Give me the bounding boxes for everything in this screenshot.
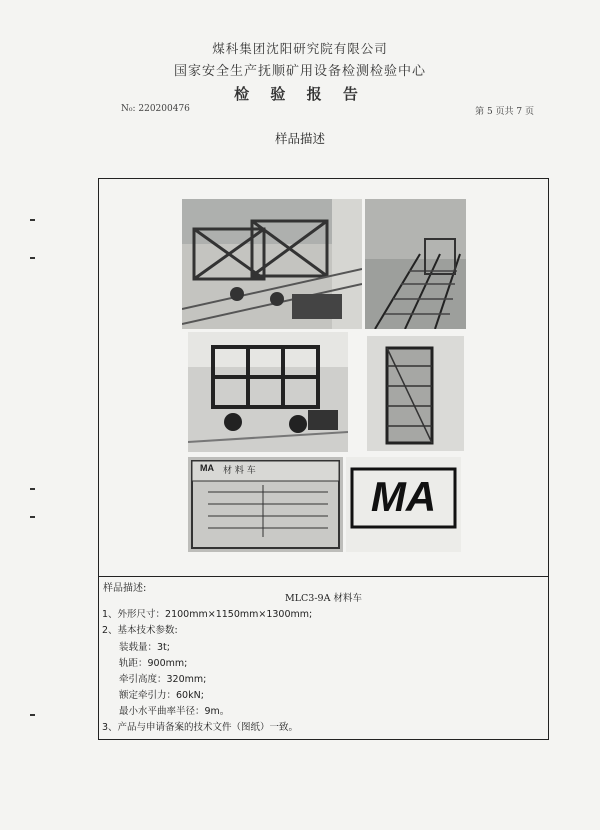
ma-logo: MA	[370, 473, 437, 520]
margin-mark	[30, 488, 35, 490]
organization-name: 煤科集团沈阳研究院有限公司	[212, 41, 388, 56]
nameplate-logo: MA	[200, 463, 214, 473]
description-section	[99, 577, 548, 739]
photo-carts-overview	[182, 199, 362, 329]
margin-mark	[30, 714, 35, 716]
product-model: MLC3-9A 材料车	[285, 593, 362, 604]
description-item: 装载量：3t;	[119, 642, 170, 653]
page-indicator: 第 5 页共 7 页	[475, 107, 534, 117]
photo-cart-top	[367, 336, 464, 451]
sample-description-frame	[98, 178, 549, 740]
center-name: 国家安全生产抚顺矿用设备检测检验中心	[173, 64, 426, 79]
margin-mark	[30, 257, 35, 259]
photo-track-view	[365, 199, 466, 329]
description-item: 轨距：900mm;	[119, 658, 188, 669]
photo-cart-side	[188, 332, 348, 452]
description-item: 2、基本技术参数:	[102, 625, 178, 636]
description-item: 1、外形尺寸：2100mm×1150mm×1300mm;	[102, 609, 313, 620]
description-item: 最小水平曲率半径：9m。	[119, 706, 230, 717]
margin-mark	[30, 516, 35, 518]
margin-mark	[30, 219, 35, 221]
photo-ma-mark	[346, 457, 461, 552]
photo-nameplate	[188, 457, 343, 552]
section-title: 样品描述	[274, 131, 325, 146]
report-number: N₀: 220200476	[121, 104, 190, 114]
report-title: 检 验 报 告	[234, 85, 366, 103]
description-label: 样品描述:	[103, 583, 147, 594]
nameplate-label: 材 料 车	[223, 466, 256, 476]
description-item: 额定牵引力：60kN;	[119, 690, 204, 701]
description-item: 牵引高度：320mm;	[119, 674, 207, 685]
photo-area	[99, 179, 548, 577]
description-item: 3、产品与申请备案的技术文件（图纸）一致。	[102, 722, 299, 733]
